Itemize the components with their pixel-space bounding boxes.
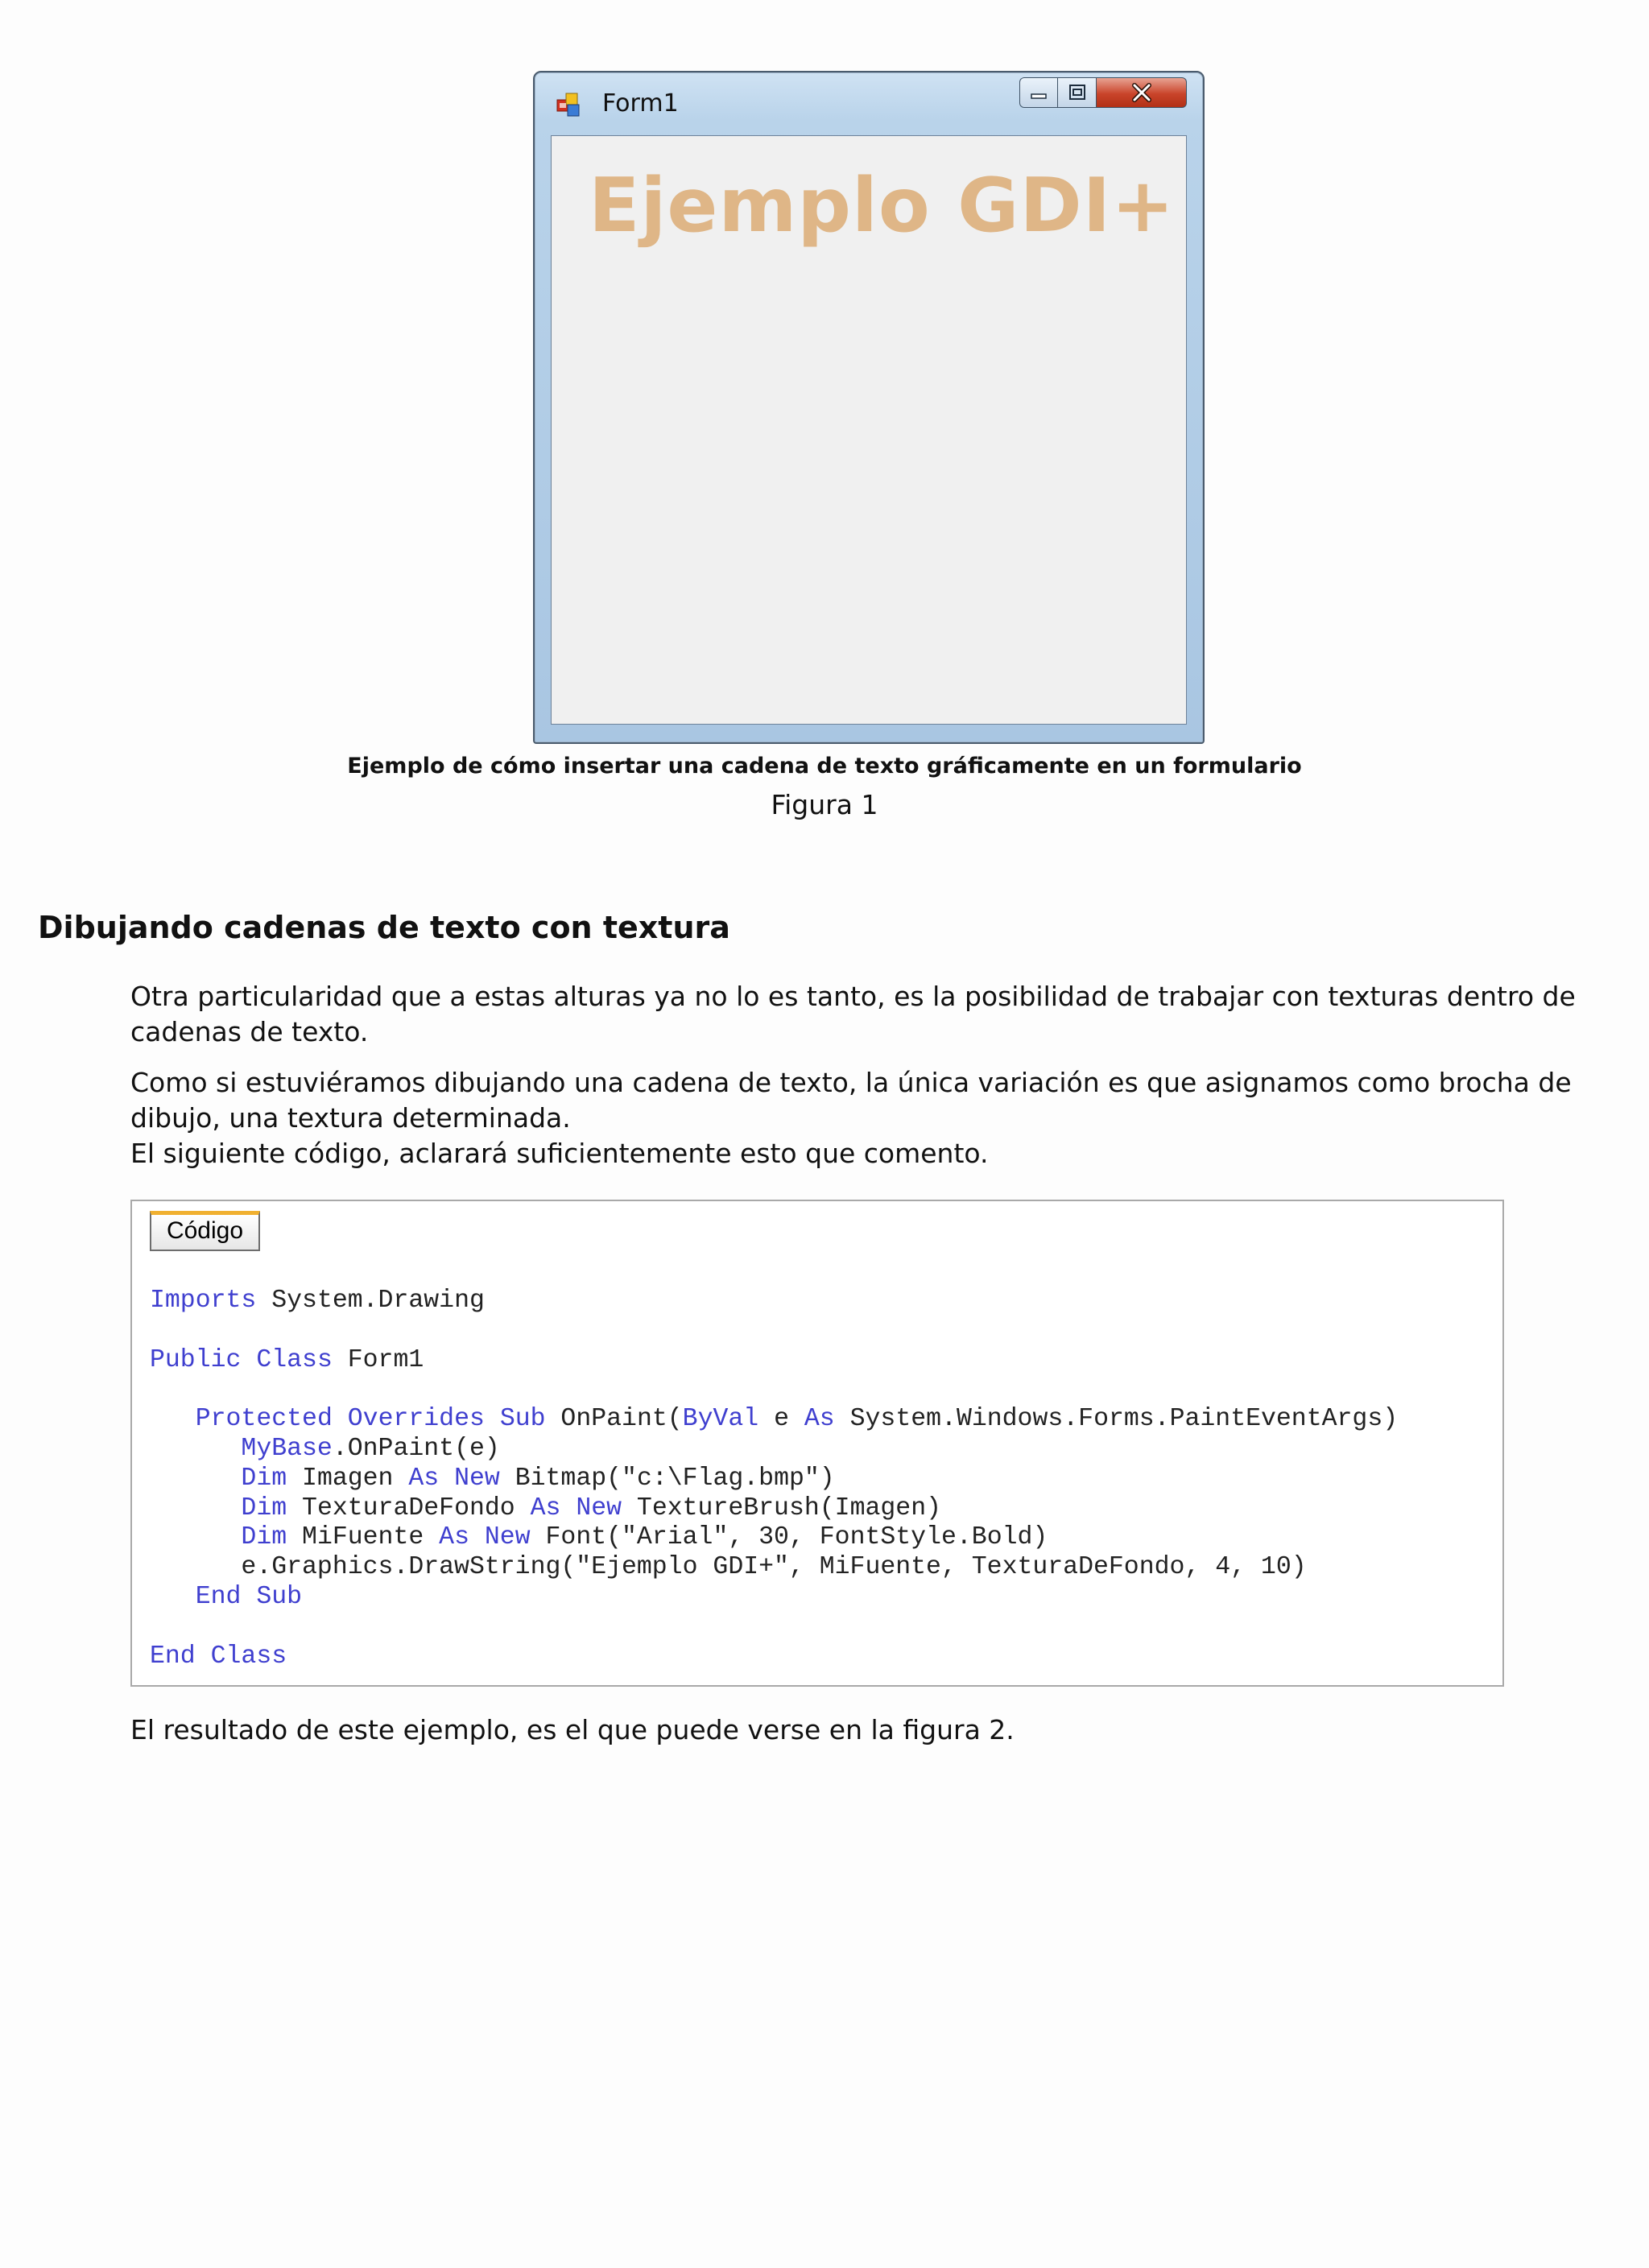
code-line <box>150 1405 1398 1435</box>
code-line <box>150 1316 1398 1346</box>
code-line <box>150 1346 1398 1376</box>
code-keyword: Public <box>150 1345 242 1374</box>
code-block <box>130 1200 1504 1687</box>
code-token: Font("Arial", 30, FontStyle.Bold) <box>530 1523 1048 1552</box>
code-token <box>150 1494 241 1522</box>
code-token <box>469 1523 485 1551</box>
code-keyword: End <box>150 1642 196 1671</box>
code-token <box>150 1405 196 1433</box>
form-client-area <box>551 135 1187 725</box>
code-token <box>150 1464 241 1493</box>
window-title: Form1 <box>602 89 679 118</box>
figure-caption: Ejemplo de cómo insertar una cadena de texto gráficamente en un formulario <box>347 754 1302 779</box>
code-keyword: Overrides <box>347 1405 485 1434</box>
maximize-icon <box>1068 84 1087 101</box>
code-token: Form1 <box>332 1345 424 1374</box>
code-keyword: New <box>454 1464 500 1493</box>
code-keyword: Class <box>256 1345 333 1374</box>
code-tab[interactable]: Código <box>150 1211 260 1251</box>
code-keyword: As <box>439 1523 469 1552</box>
code-keyword: Imports <box>150 1287 257 1315</box>
code-token: System.Drawing <box>256 1287 485 1315</box>
code-line <box>150 1583 1398 1613</box>
window-titlebar[interactable] <box>535 72 1203 129</box>
code-keyword: New <box>576 1493 622 1522</box>
figure-label: Figura 1 <box>771 789 878 820</box>
code-keyword: Sub <box>499 1405 546 1434</box>
close-button[interactable] <box>1097 77 1187 108</box>
code-token <box>241 1346 256 1374</box>
code-token: OnPaint( <box>545 1405 683 1434</box>
code-listing <box>150 1287 1398 1671</box>
code-token <box>485 1405 500 1433</box>
code-line <box>150 1494 1398 1524</box>
code-token <box>150 1523 241 1551</box>
code-token: MiFuente <box>287 1523 440 1552</box>
code-line <box>150 1287 1398 1316</box>
code-keyword: As <box>408 1464 440 1493</box>
code-token: Bitmap("c:\Flag.bmp") <box>499 1464 835 1493</box>
form-app-icon <box>556 90 585 119</box>
maximize-button[interactable] <box>1058 77 1097 108</box>
minimize-icon <box>1029 85 1048 101</box>
code-token <box>196 1642 211 1671</box>
code-token: e <box>758 1405 804 1434</box>
code-token: .OnPaint(e) <box>332 1434 500 1463</box>
code-keyword: Sub <box>256 1582 303 1611</box>
paragraph-1: Otra particularidad que a estas alturas ya no lo es tanto, es la posibilidad de trabajar con texturas dentro de cadenas de texto. <box>130 981 1576 1047</box>
code-line <box>150 1642 1398 1672</box>
paragraph-2: Como si estuviéramos dibujando una cadena de texto, la única variación es que asignamos como brocha de dibujo, una textura determinada. <box>130 1067 1572 1134</box>
code-keyword: Protected <box>195 1405 333 1434</box>
code-token <box>150 1583 196 1611</box>
code-line <box>150 1523 1398 1553</box>
code-keyword: MyBase <box>241 1434 333 1463</box>
close-icon <box>1130 83 1154 102</box>
code-keyword: As <box>530 1493 561 1522</box>
section-heading: Dibujando cadenas de texto con textura <box>38 910 730 945</box>
code-keyword: End <box>195 1582 242 1611</box>
drawn-text: Ejemplo GDI+ <box>589 162 1176 249</box>
result-paragraph: El resultado de este ejemplo, es el que puede verse en la figura 2. <box>130 1714 1015 1745</box>
code-keyword: Dim <box>241 1493 287 1522</box>
form1-window <box>533 71 1205 744</box>
code-token <box>150 1435 241 1463</box>
code-token: TexturaDeFondo <box>287 1493 531 1522</box>
code-line <box>150 1435 1398 1464</box>
code-token: TextureBrush(Imagen) <box>622 1493 941 1522</box>
code-keyword: ByVal <box>682 1405 759 1434</box>
code-token <box>241 1583 256 1611</box>
window-controls <box>1019 77 1187 108</box>
code-keyword: Class <box>210 1642 287 1671</box>
code-token <box>333 1405 348 1433</box>
code-keyword: As <box>804 1405 835 1434</box>
code-line <box>150 1553 1398 1583</box>
code-line <box>150 1375 1398 1405</box>
code-line <box>150 1613 1398 1642</box>
paragraph-3: El siguiente código, aclarará suficientemente esto que comento. <box>130 1138 989 1169</box>
code-keyword: Dim <box>241 1464 287 1493</box>
code-token: e.Graphics.DrawString("Ejemplo GDI+", MiFuente, TexturaDeFondo, 4, 10) <box>150 1553 1307 1582</box>
minimize-button[interactable] <box>1019 77 1058 108</box>
code-token: Imagen <box>287 1464 409 1493</box>
code-line <box>150 1464 1398 1494</box>
code-token <box>560 1494 576 1522</box>
code-keyword: New <box>484 1523 531 1552</box>
code-token: System.Windows.Forms.PaintEventArgs) <box>834 1405 1399 1434</box>
code-token <box>439 1464 454 1493</box>
code-keyword: Dim <box>241 1523 287 1552</box>
